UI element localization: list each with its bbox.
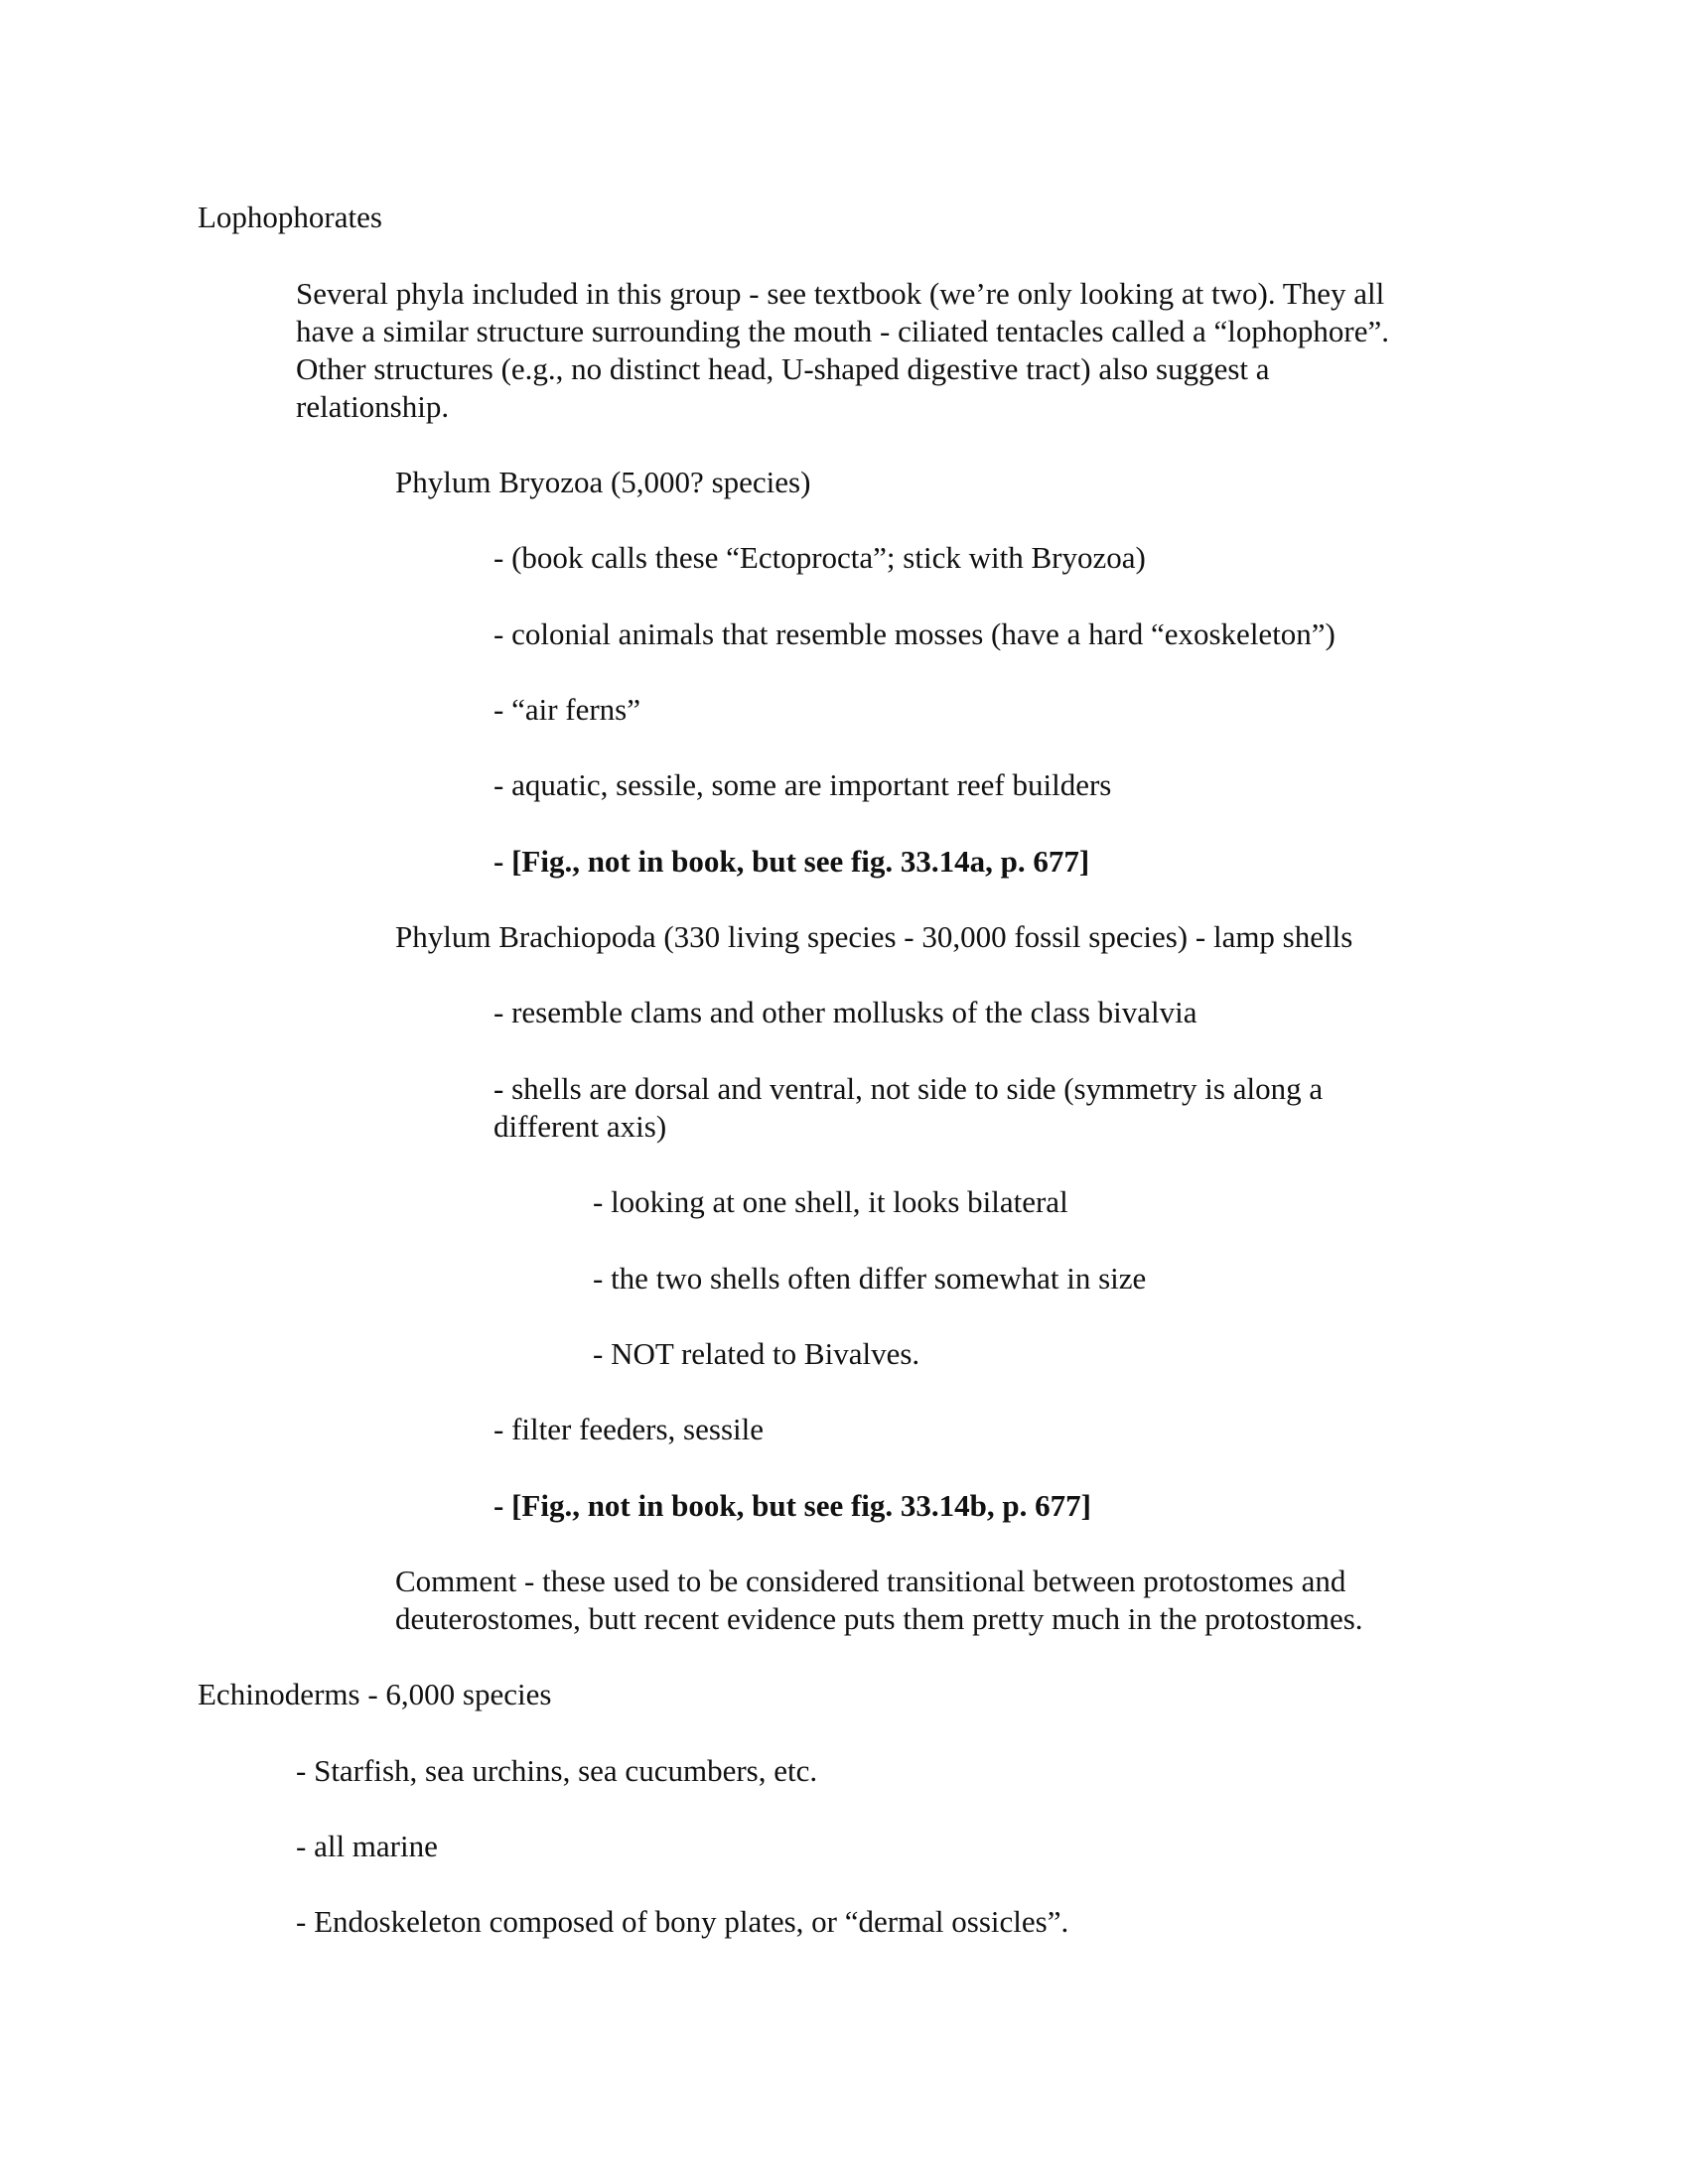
comment-line-2: deuterostomes, butt recent evidence puts them pretty much in the protostomes. — [395, 1601, 1363, 1636]
lophophorates-intro-paragraph — [296, 275, 1389, 426]
intro-line-3: Other structures (e.g., no distinct head, U-shaped digestive tract) also suggest a — [296, 351, 1270, 386]
echinoderms-item-marine: - all marine — [296, 1829, 438, 1863]
brachiopoda-subitem-not-related: - NOT related to Bivalves. — [593, 1336, 920, 1371]
echinoderms-item-endoskeleton: - Endoskeleton composed of bony plates, or “dermal ossicles”. — [296, 1904, 1069, 1939]
brachiopoda-item-filter-feeders: - filter feeders, sessile — [493, 1412, 764, 1446]
bryozoa-figure-note: - [Fig., not in book, but see fig. 33.14a, p. 677] — [493, 844, 1090, 879]
lophophorates-comment — [395, 1563, 1363, 1638]
brachiopoda-figure-note: - [Fig., not in book, but see fig. 33.14b, p. 677] — [493, 1488, 1091, 1523]
lophophorates-heading: Lophophorates — [198, 200, 382, 234]
intro-line-2: have a similar structure surrounding the mouth - ciliated tentacles called a “lophophore”. — [296, 314, 1389, 348]
shells-line-2: different axis) — [493, 1109, 667, 1144]
intro-line-4: relationship. — [296, 389, 450, 424]
shells-line-1: - shells are dorsal and ventral, not side to side (symmetry is along a — [493, 1071, 1324, 1106]
comment-line-1: Comment - these used to be considered transitional between protostomes and — [395, 1564, 1346, 1598]
brachiopoda-item-resemble-clams: - resemble clams and other mollusks of the class bivalvia — [493, 995, 1197, 1029]
brachiopoda-subitem-bilateral: - looking at one shell, it looks bilateral — [593, 1184, 1068, 1219]
bryozoa-item-ectoprocta: - (book calls these “Ectoprocta”; stick with Bryozoa) — [493, 540, 1146, 575]
echinoderms-item-starfish: - Starfish, sea urchins, sea cucumbers, etc. — [296, 1753, 818, 1788]
bryozoa-item-aquatic: - aquatic, sessile, some are important reef builders — [493, 767, 1112, 802]
brachiopoda-subitem-size: - the two shells often differ somewhat in size — [593, 1261, 1147, 1296]
brachiopoda-title: Phylum Brachiopoda (330 living species - 30,000 fossil species) - lamp shells — [395, 919, 1353, 954]
bryozoa-title: Phylum Bryozoa (5,000? species) — [395, 465, 811, 499]
intro-line-1: Several phyla included in this group - see textbook (we’re only looking at two). They all — [296, 276, 1385, 311]
bryozoa-item-air-ferns: - “air ferns” — [493, 692, 641, 727]
bryozoa-item-colonial: - colonial animals that resemble mosses (have a hard “exoskeleton”) — [493, 616, 1336, 651]
echinoderms-heading: Echinoderms - 6,000 species — [198, 1677, 552, 1711]
brachiopoda-item-shells — [493, 1070, 1323, 1146]
